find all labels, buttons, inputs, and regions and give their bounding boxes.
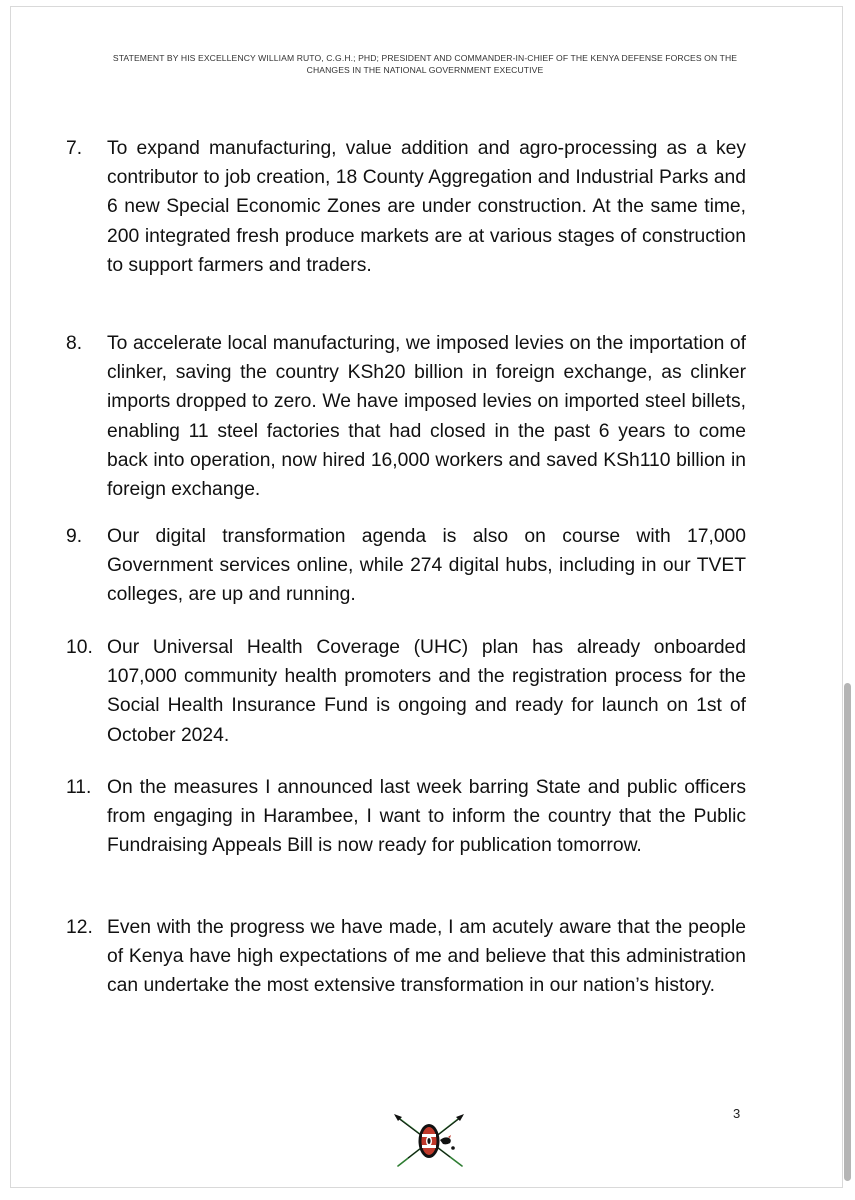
paragraph-number: 8.: [66, 333, 83, 354]
numbered-paragraph-12: [66, 913, 746, 1001]
paragraph-number: 9.: [66, 526, 83, 547]
paragraph-text: Our Universal Health Coverage (UHC) plan has already onboarded 107,000 community health promoters and the registration process for the Social Health Insurance Fund is ongoing and ready for launch on 1st of October 2024.: [107, 637, 746, 746]
page-number: 3: [733, 1106, 741, 1121]
header-line-2: CHANGES IN THE NATIONAL GOVERNMENT EXECUTIVE: [306, 65, 544, 75]
paragraph-number: 10.: [66, 637, 93, 658]
paragraph-number: 12.: [66, 917, 93, 938]
numbered-paragraph-7: [66, 134, 746, 280]
paragraph-text: To accelerate local manufacturing, we imposed levies on the importation of clinker, saving the country KSh20 billion in foreign exchange, as clinker imports dropped to zero. We have imposed levies on imported steel billets, enabling 11 steel factories that had closed in the past 6 years to come back into operation, now hired 16,000 workers and saved KSh110 billion in foreign exchange.: [107, 333, 746, 501]
numbered-paragraph-9: [66, 522, 746, 610]
paragraph-text: Our digital transformation agenda is also on course with 17,000 Government services online, while 274 digital hubs, including in our TVET colleges, are up and running.: [107, 526, 746, 606]
paragraph-number: 11.: [66, 777, 92, 798]
paragraph-text: Even with the progress we have made, I am acutely aware that the people of Kenya have high expectations of me and believe that this administration can undertake the most extensive transformation in our nation’s history.: [107, 917, 746, 997]
numbered-paragraph-8: [66, 329, 746, 504]
paragraph-text: On the measures I announced last week barring State and public officers from engaging in Harambee, I want to inform the country that the Public Fundraising Appeals Bill is now ready for publication tomorrow.: [107, 777, 746, 857]
paragraph-number: 7.: [66, 138, 83, 159]
numbered-paragraph-10: [66, 633, 746, 750]
paragraph-text: To expand manufacturing, value addition and agro-processing as a key contributor to job creation, 18 County Aggregation and Industrial Parks and 6 new Special Economic Zones are under construction. At the same time, 200 integrated fresh produce markets are at various stages of construction to support farmers and traders.: [107, 138, 746, 276]
numbered-paragraph-11: [66, 773, 746, 861]
document-header: [80, 52, 770, 76]
kenya-shield-spears-icon: [390, 1110, 470, 1172]
vertical-scrollbar[interactable]: [844, 683, 851, 1181]
header-line-1: STATEMENT BY HIS EXCELLENCY WILLIAM RUTO, C.G.H.; PHD; PRESIDENT AND COMMANDER-IN-CHIEF OF THE KENYA DEFENSE FORCES ON THE: [112, 53, 738, 63]
